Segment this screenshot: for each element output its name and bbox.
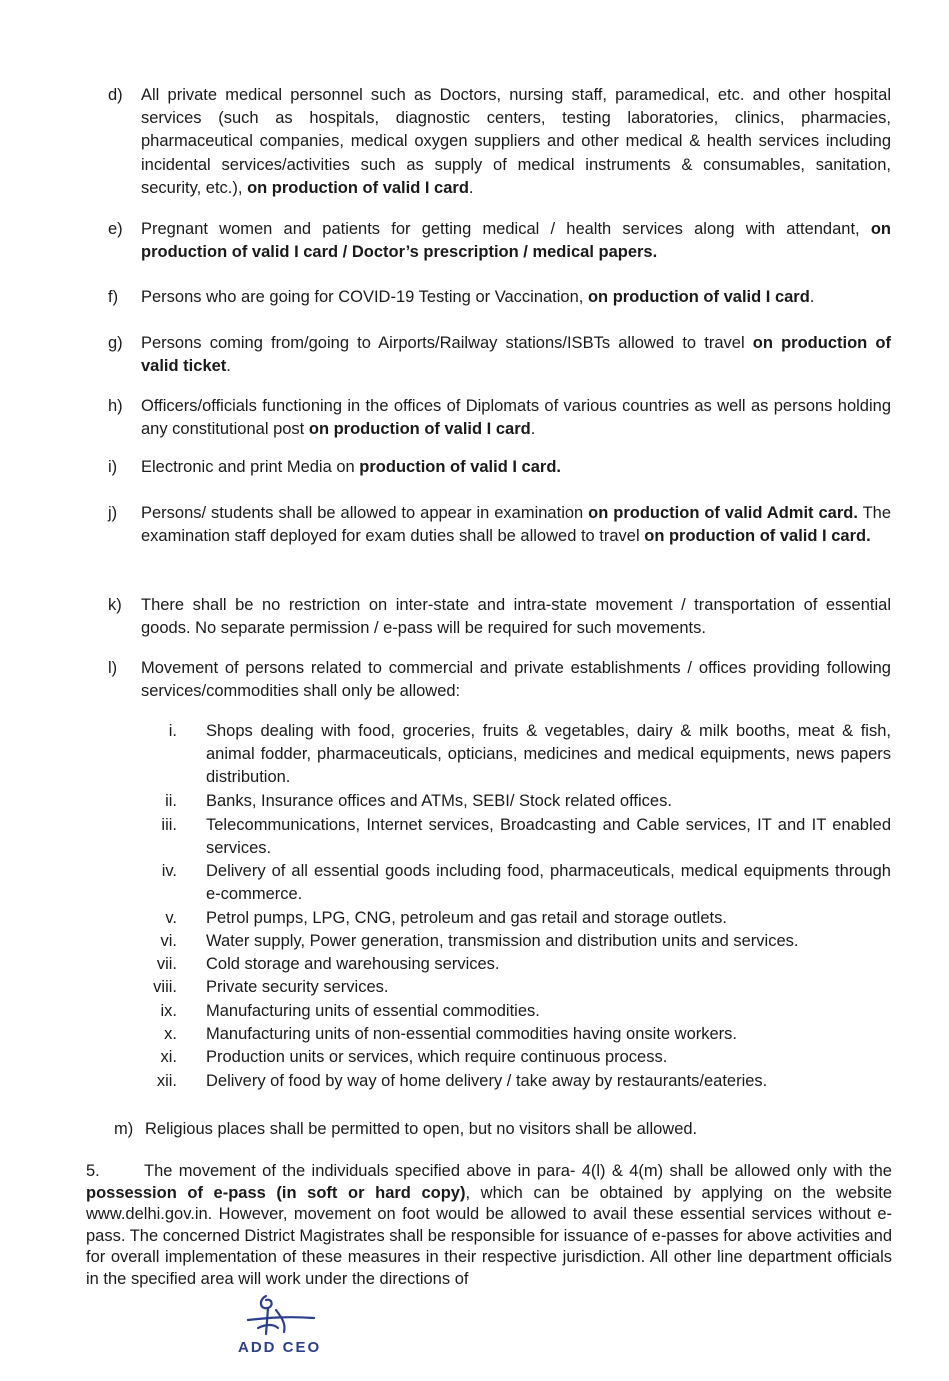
subitem-number: iii. <box>161 816 177 834</box>
text-run: Persons who are going for COVID-19 Testing or Vaccination, <box>141 288 588 306</box>
subitem-text: Telecommunications, Internet services, Broadcasting and Cable services, IT and IT enabled services. <box>206 816 891 858</box>
bold-text: on production of valid ticket <box>141 334 891 376</box>
subitem-number: i. <box>168 722 177 740</box>
subitem-text: Manufacturing units of non-essential commodities having onsite workers. <box>206 1025 738 1043</box>
item-text <box>141 332 891 378</box>
signature-icon <box>236 1290 326 1340</box>
signature-stroke <box>266 1308 268 1334</box>
bold-text: possession of e-pass (in soft or hard copy) <box>86 1183 466 1202</box>
subitem-number: xii. <box>156 1072 177 1090</box>
subitem-viii <box>140 976 891 999</box>
item-label: e) <box>108 220 123 238</box>
item-k <box>108 594 891 640</box>
item-label: d) <box>108 86 123 104</box>
signature-stroke <box>258 1325 278 1328</box>
text-run: There shall be no restriction on inter-state and intra-state movement / transportation of essential goods. No separate permission / e-pass will be required for such movements. <box>141 596 891 638</box>
subitem-ii <box>140 790 891 813</box>
text-run: . <box>468 178 474 197</box>
subitem-number: viii. <box>153 978 177 996</box>
item-label: k) <box>108 596 122 614</box>
text-run: Movement of persons related to commercial and private establishments / offices providing following services/commodities shall only be allowed: <box>141 659 891 701</box>
paragraph-text <box>86 1162 892 1288</box>
subitem-text: Delivery of all essential goods including food, pharmaceuticals, medical equipments through e-commerce. <box>206 862 891 904</box>
subitem-v <box>140 907 891 930</box>
bold-text: on production of valid Admit card. <box>588 504 858 522</box>
subitem-iii <box>140 814 891 860</box>
item-text <box>145 1118 897 1141</box>
text-run: . <box>226 357 231 376</box>
text-run: Electronic and print Media on <box>141 458 360 476</box>
subitem-vi <box>140 930 891 953</box>
subitem-number: ix. <box>160 1002 177 1020</box>
item-e <box>108 218 891 264</box>
bold-text: on production of valid I card <box>247 178 469 197</box>
text-run: The movement of the individuals specified above in para- 4(l) & 4(m) shall be allowed only with the <box>144 1162 892 1180</box>
item-j <box>108 502 891 548</box>
item-label: f) <box>108 288 119 306</box>
paragraph-number: 5. <box>86 1162 100 1180</box>
signature-stroke <box>261 1296 272 1308</box>
subitem-text: Water supply, Power generation, transmission and distribution units and services. <box>206 932 799 950</box>
subitem-ix <box>140 1000 891 1023</box>
text-run: . <box>809 288 815 306</box>
item-label: l) <box>108 659 118 677</box>
item-d <box>108 84 891 200</box>
bold-text: on production of valid I card / Doctor’s prescription / medical papers. <box>141 220 891 262</box>
item-text <box>141 657 891 703</box>
item-m <box>114 1118 897 1141</box>
item-label: g) <box>108 334 123 352</box>
item-text <box>141 218 891 264</box>
text-run: Officers/officials functioning in the offices of Diplomats of various countries as well as persons holding any constitutional post <box>141 397 891 439</box>
subitem-number: v. <box>165 909 177 927</box>
bold-text: on production of valid I card. <box>644 527 871 546</box>
item-h <box>108 395 891 441</box>
bold-text: on production of valid I card <box>308 420 531 439</box>
text-run: Pregnant women and patients for getting medical / health services along with attendant, <box>141 220 871 238</box>
text-run: Persons/ students shall be allowed to appear in examination <box>141 504 589 522</box>
item-label: i) <box>108 458 118 476</box>
subitem-number: vii. <box>156 955 177 973</box>
item-text <box>141 395 891 441</box>
text-run: Persons coming from/going to Airports/Railway stations/ISBTs allowed to travel <box>141 334 753 352</box>
text-run: Religious places shall be permitted to open, but no visitors shall be allowed. <box>145 1120 698 1138</box>
item-label: j) <box>108 504 118 522</box>
item-text <box>141 594 891 640</box>
item-g <box>108 332 891 378</box>
bold-text: production of valid I card. <box>359 458 561 476</box>
text-run: All private medical personnel such as Doctors, nursing staff, paramedical, etc. and other hospital services (such as hospitals, diagnostic centers, testing laboratories, clinics, pharmacies, pharmaceutical companies, medical oxygen suppliers and other medical & health services including incidental services/activities such as supply of medical instruments & consumables, sanitation, security, etc.), <box>141 86 891 197</box>
subitem-number: ii. <box>165 792 177 810</box>
subitem-number: iv. <box>161 862 177 880</box>
item-l <box>108 657 891 703</box>
subitem-text: Production units or services, which require continuous process. <box>206 1048 668 1066</box>
item-text <box>141 502 891 548</box>
bold-text: on production of valid I card <box>587 288 810 306</box>
subitem-x <box>140 1023 891 1046</box>
subitem-text: Delivery of food by way of home delivery / take away by restaurants/eateries. <box>206 1072 768 1090</box>
subitem-i <box>140 720 891 790</box>
text-run: , which can be obtained by applying on the website www.delhi.gov.in. However, movement on foot would be allowed to avail these essential services without e-pass. The concerned District Magistrates shall be responsible for issuance of e-passes for above activities and for overall implementation of these measures in their respective jurisdiction. All other line department officials in the specified area will work under the directions of <box>86 1183 893 1288</box>
text-run: . <box>530 420 536 439</box>
item-label: m) <box>114 1120 134 1138</box>
item-f <box>108 286 891 309</box>
subitem-number: x. <box>164 1025 177 1043</box>
text-run: The examination staff deployed for exam duties shall be allowed to travel <box>141 504 891 546</box>
item-i <box>108 456 891 479</box>
subitem-text: Banks, Insurance offices and ATMs, SEBI/ Stock related offices. <box>206 792 672 810</box>
subitem-xi <box>140 1046 891 1069</box>
item-label: h) <box>108 397 123 415</box>
subitem-vii <box>140 953 891 976</box>
subitem-number: vi. <box>160 932 177 950</box>
subitem-iv <box>140 860 891 906</box>
item-text <box>141 456 891 479</box>
subitem-text: Private security services. <box>206 978 389 996</box>
subitem-text: Shops dealing with food, groceries, fruits & vegetables, dairy & milk booths, meat & fish, animal fodder, pharmaceuticals, opticians, medicines and medical equipments, news papers distribution. <box>206 722 891 787</box>
item-text <box>141 84 891 200</box>
subitem-text: Manufacturing units of essential commodities. <box>206 1002 540 1020</box>
subitem-text: Petrol pumps, LPG, CNG, petroleum and gas retail and storage outlets. <box>206 909 727 927</box>
subitem-text: Cold storage and warehousing services. <box>206 955 500 973</box>
paragraph-5 <box>86 1161 892 1290</box>
subitem-xii <box>140 1070 891 1093</box>
signature-caption: ADD CEO <box>238 1339 322 1356</box>
item-text <box>141 286 891 309</box>
subitem-number: xi. <box>160 1048 177 1066</box>
